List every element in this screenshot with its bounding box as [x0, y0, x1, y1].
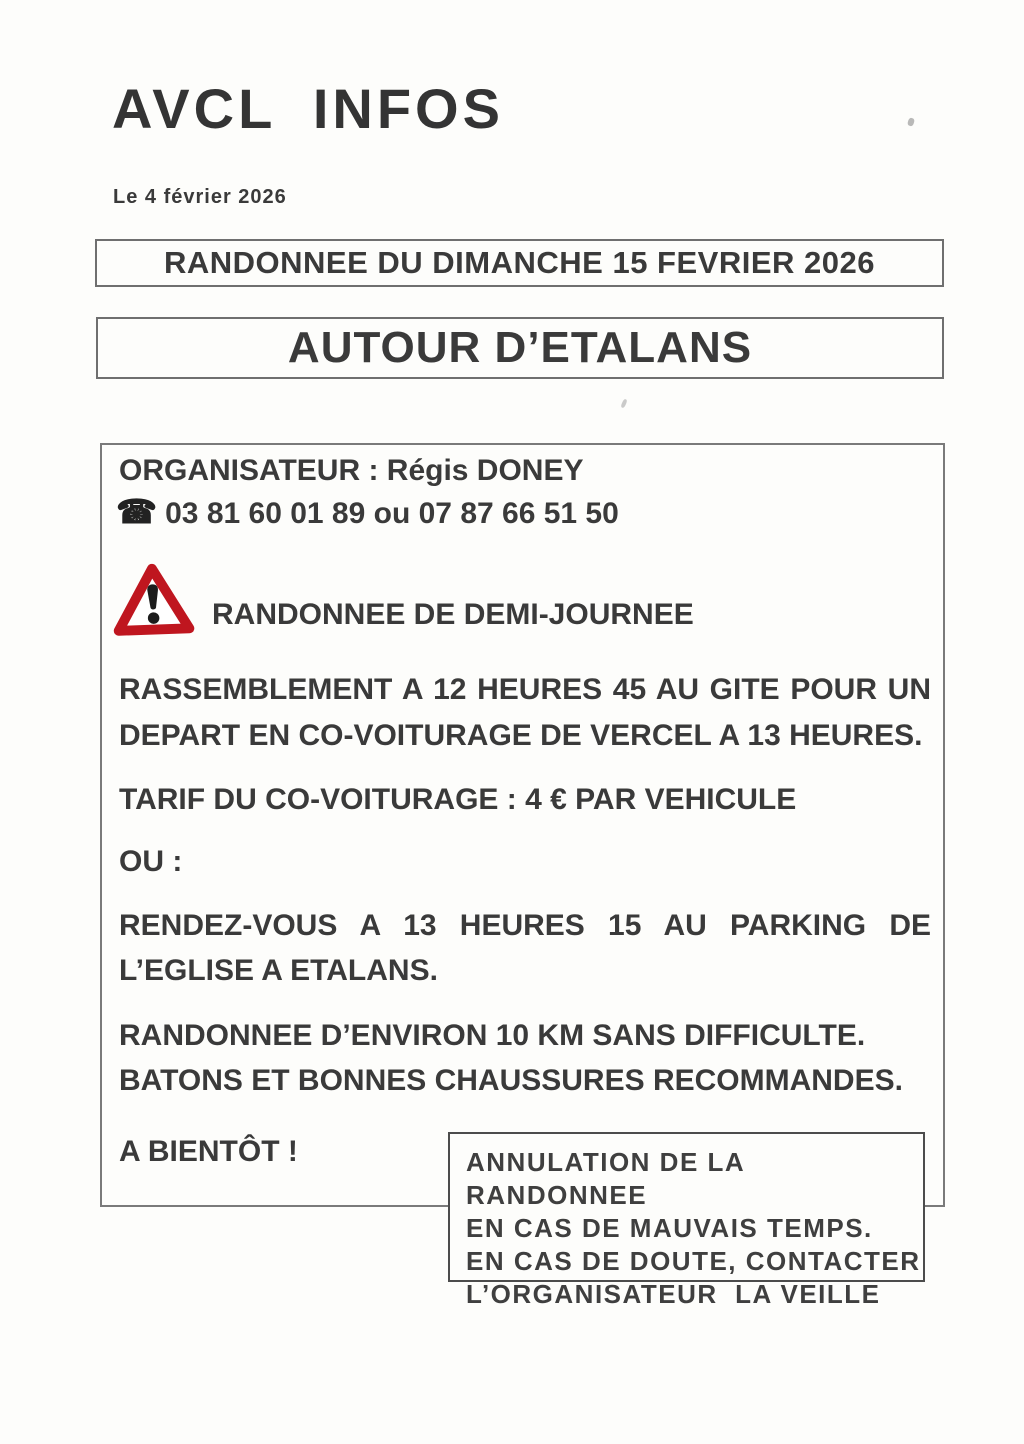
date-line: Le 4 février 2026	[113, 186, 287, 208]
meeting-line-2: L’EGLISE A ETALANS.	[119, 954, 438, 987]
meeting-line-1: RENDEZ-VOUS A 13 HEURES 15 AU PARKING DE	[119, 909, 931, 942]
scan-artifact	[620, 399, 627, 409]
scan-artifact	[907, 117, 915, 126]
page-title: AVCL INFOS	[112, 77, 504, 140]
farewell-line: A BIENTÔT !	[119, 1135, 298, 1168]
organizer-line: ORGANISATEUR : Régis DONEY	[119, 454, 584, 487]
cancellation-note-box	[448, 1132, 925, 1309]
info-box	[100, 443, 945, 1207]
location-banner	[96, 317, 944, 379]
hike-line-1: RANDONNEE D’ENVIRON 10 KM SANS DIFFICULTE.	[119, 1019, 866, 1052]
meeting-paragraph	[119, 903, 931, 993]
cancellation-line-3: EN CAS DE DOUTE, CONTACTER	[466, 1246, 921, 1276]
phone-numbers: 03 81 60 01 89 ou 07 87 66 51 50	[165, 497, 619, 530]
fare-line: TARIF DU CO-VOITURAGE : 4 € PAR VEHICULE	[119, 783, 797, 816]
hike-line-2: BATONS ET BONNES CHAUSSURES RECOMMANDES.	[119, 1064, 903, 1097]
or-line: OU :	[119, 845, 183, 878]
phone-icon: ☎	[116, 493, 158, 530]
assembly-paragraph	[119, 667, 931, 759]
warning-title: RANDONNEE DE DEMI-JOURNEE	[212, 598, 694, 631]
event-banner-text: RANDONNEE DU DIMANCHE 15 FEVRIER 2026	[164, 245, 875, 280]
assembly-line-1: RASSEMBLEMENT A 12 HEURES 45 AU GITE POUR UN	[119, 673, 931, 706]
cancellation-line-4: L’ORGANISATEUR LA VEILLE	[466, 1279, 881, 1309]
hike-paragraph	[119, 1013, 931, 1103]
location-banner-text: AUTOUR D’ETALANS	[287, 323, 753, 372]
assembly-line-2: DEPART EN CO-VOITURAGE DE VERCEL A 13 HEURES.	[119, 719, 923, 752]
event-banner	[95, 239, 944, 287]
cancellation-line-1: ANNULATION DE LA RANDONNEE	[466, 1147, 753, 1210]
warning-triangle-icon	[109, 562, 198, 639]
cancellation-line-2: EN CAS DE MAUVAIS TEMPS.	[466, 1213, 873, 1243]
phone-line	[116, 492, 619, 531]
